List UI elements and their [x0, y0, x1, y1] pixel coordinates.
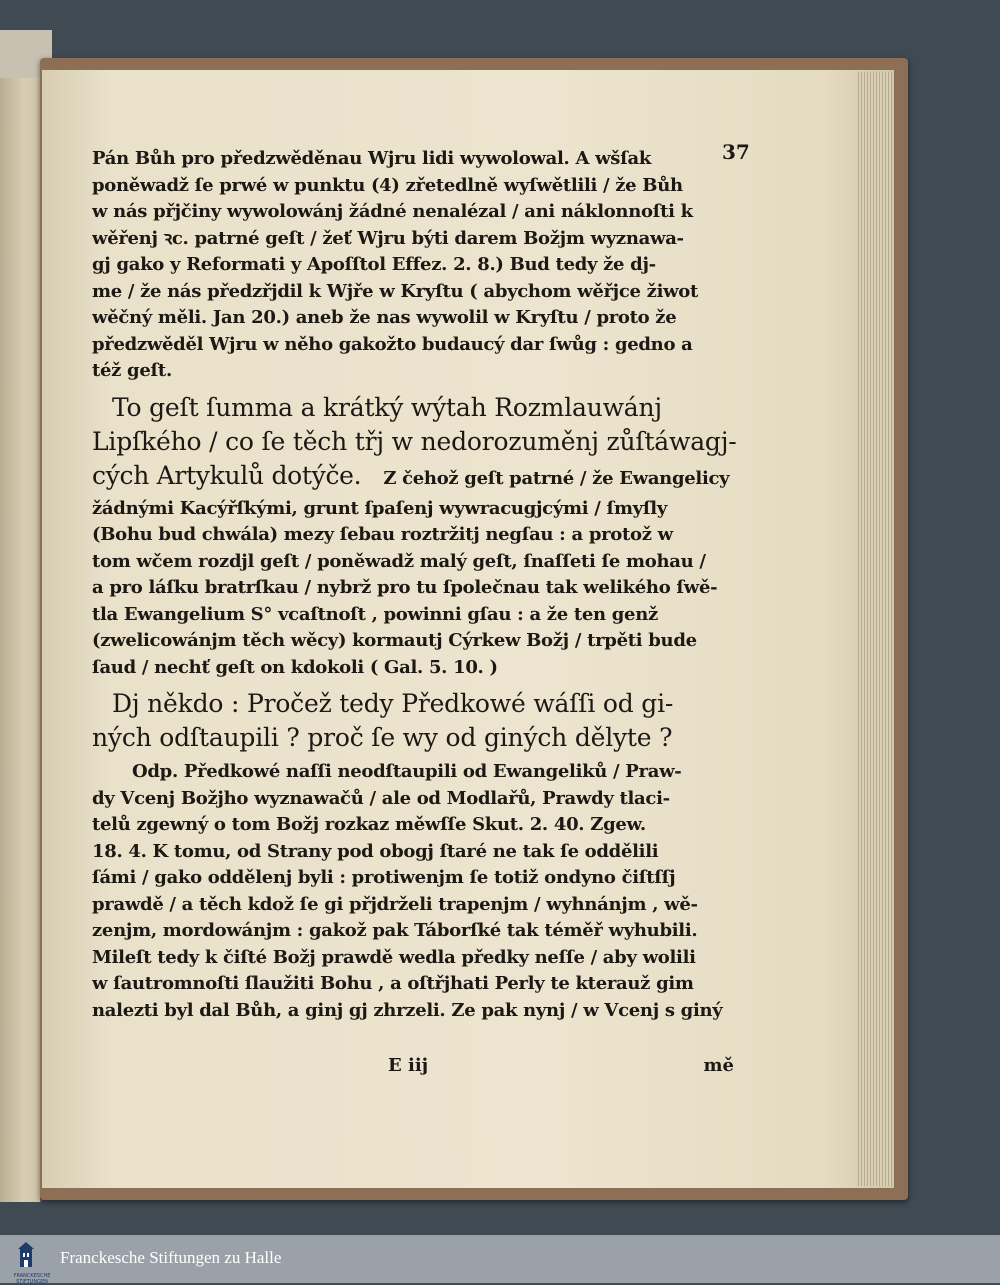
page-number: 37: [722, 140, 750, 164]
text-line: a pro láſku bratrſkau / nybrž pro tu ſpolečnau tak welikého ſwě-: [92, 577, 718, 598]
text-line: ſaud / nechť geſt on kdokoli ( Gal. 5. 10. ): [92, 656, 498, 678]
text-line: Odp. Předkowé naſſi neodſtaupili od Ewangeliků / Praw-: [132, 761, 682, 782]
text-line: wěřenj ꝛc. patrné geſt / žeť Wjru býti darem Božjm wyznawa-: [92, 227, 684, 249]
text-line: w ſautromnoſti ſlaužiti Bohu , a oſtřjhati Perly te kterauž gim: [92, 973, 694, 994]
text-line: nalezti byl dal Bůh, a ginj gj zhrzeli. Ze pak nynj / w Vcenj s giný: [92, 999, 723, 1021]
text-line: prawdě / a těch kdož ſe gi přjdrželi trapenjm / wyhnánjm , wě-: [92, 893, 698, 915]
text-line: tla Ewangelium S° vcaſtnoſt , powinni gſau : a že ten genž: [92, 603, 658, 625]
logo-caption: FRANCKESCHE STIFTUNGEN: [13, 1273, 51, 1285]
text-line: (Bohu bud chwála) mezy ſebau roztržitj negſau : a protož w: [92, 524, 673, 545]
text-line: telů zgewný o tom Božj rozkaz měwſſe Skut. 2. 40. Zgew.: [92, 814, 646, 835]
institution-logo-icon: [6, 1241, 51, 1285]
page-footer-marks: [92, 1055, 742, 1085]
text-line: dy Vcenj Božjho wyznawačů / ale od Modlařů, Prawdy tlaci-: [92, 787, 670, 809]
text-line: To geſt ſumma a krátký wýtah Rozmlauwánj: [112, 392, 662, 422]
text-line: Lipſkého / co ſe těch třj w nedorozuměnj zůſtáwagj-: [92, 426, 737, 456]
text-line: Dj někdo : Pročež tedy Předkowé wáſſi od gi-: [112, 689, 674, 718]
page-stack-edge: [856, 72, 892, 1186]
text-line: tom wčem rozdjl geſt / poněwadž malý geſt, ſnaſſeti ſe mohau /: [92, 550, 706, 572]
text-line: ſámi / gako oddělenj byli : protiwenjm ſe totiž ondyno čiſtſſj: [92, 867, 676, 888]
text-line: gj gako y Reformati y Apoſſtol Effez. 2. 8.) Bud tedy že dj-: [92, 254, 656, 275]
text-line-tail: Z čehož geſt patrné / že Ewangelicy: [383, 467, 730, 489]
left-page-edge: [0, 30, 42, 1202]
catchword: mě: [703, 1055, 734, 1076]
signature-mark: E iij: [388, 1055, 429, 1076]
text-line: žádnými Kacýřſkými, grunt ſpaſenj wywracugjcými / ſmyſly: [92, 497, 667, 519]
text-line-heading-part: cých Artykulů dotýče.: [92, 460, 362, 490]
text-line: wěčný měli. Jan 20.) aneb že nas wywolil w Kryſtu / proto že: [92, 307, 677, 328]
text-line: též geſt.: [92, 360, 172, 381]
footer-institution-label: Franckesche Stiftungen zu Halle: [60, 1248, 282, 1267]
page-text-block: [92, 146, 742, 1024]
text-line: Pán Bůh pro předzwěděnau Wjru lidi wywolowal. A wšſak: [92, 148, 652, 169]
text-line: poněwadž ſe prwé w punktu (4) zřetedlně wyſwětlili / že Bůh: [92, 174, 683, 196]
text-line: zenjm, mordowánjm : gakož pak Táborſké tak téměř wyhubili.: [92, 920, 698, 941]
text-line: w nás přjčiny wywolowánj žádné nenalézal / ani náklonnoſti k: [92, 201, 693, 222]
text-line: Mileſt tedy k čiſté Božj prawdě wedla předky neſſe / aby wolili: [92, 946, 696, 968]
text-line: ných odſtaupili ? proč ſe wy od giných dělyte ?: [92, 723, 673, 752]
text-line: (zwelicowánjm těch wěcy) kormautj Cýrkew Božj / trpěti bude: [92, 630, 697, 651]
viewer-footer-bar: [0, 1235, 1000, 1283]
text-line: [92, 459, 742, 496]
text-line: 18. 4. K tomu, od Strany pod obogj ſtaré ne tak ſe oddělili: [92, 840, 659, 862]
text-line: me / že nás předzřjdil k Wjře w Kryſtu ( abychom wěřjce žiwot: [92, 280, 699, 302]
text-line: předzwěděl Wjru w něho gakožto budaucý dar ſwůg : gedno a: [92, 333, 693, 355]
